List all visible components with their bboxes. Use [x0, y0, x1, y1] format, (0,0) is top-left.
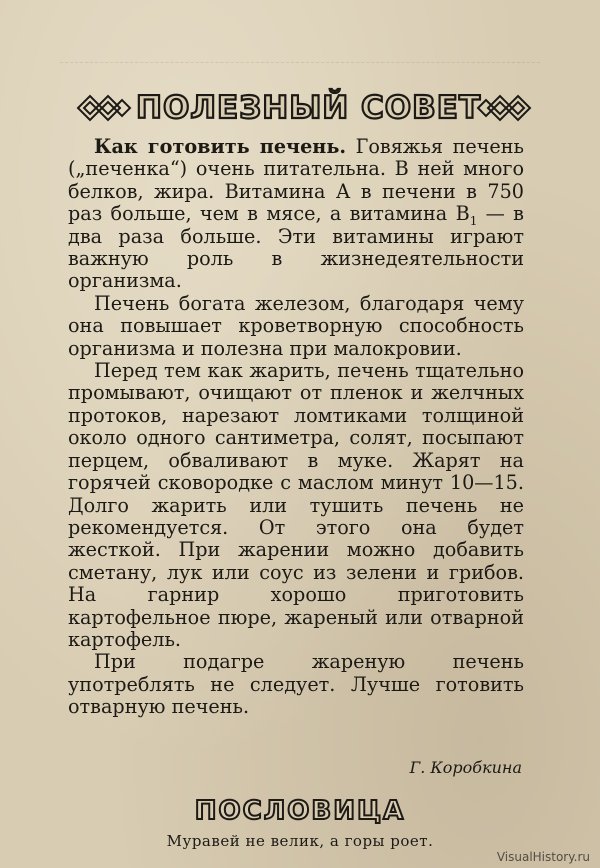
- proverb-text: Муравей не велик, а горы роет.: [166, 832, 434, 850]
- paragraph-iron: Печень богата железом, благодаря чему она повышает кроветворную способность организма и полезна при малокровии.: [68, 291, 524, 360]
- author-signature: Г. Коробкина: [409, 758, 522, 777]
- paragraph-cooking: Перед тем как жарить, печень тщательно промывают, очищают от пленок и желчных протоков, нарезают ломтиками толщиной около одного сантиметра, солят, посыпают перцем, обваливают в муке. Жарят на горячей сковородке с маслом минут 10—15. Долго жарить или тушить печень не рекомендуется. От этого она будет жесткой. При жарении можно добавить сметану, лук или соус из зелени и грибов. На гарнир хорошо приготовить картофельное пюре, жареный или отварной картофель.: [68, 359, 524, 651]
- section-header: [74, 86, 534, 132]
- header-title: ПОЛЕЗНЫЙ СОВЕТ: [136, 90, 482, 126]
- article-lead: Как готовить печень.: [94, 135, 347, 158]
- paragraph-text: Говяжья печень („печенка“) очень питательна. В ней много белков, жира. Витамина А в печени в 750 раз больше, чем в мясе, а витамина B: [68, 135, 524, 226]
- paragraph-intro: [68, 136, 524, 293]
- watermark: VisualHistory.ru: [496, 850, 590, 864]
- article-body: [68, 136, 524, 719]
- bleed-through-line: [60, 40, 540, 63]
- paragraph-text: — в два раза больше. Эти витамины играют важную роль в жизнедеятельности организма.: [68, 202, 524, 293]
- diamond-ornament-icon: [74, 90, 132, 126]
- subscript: 1: [469, 214, 478, 229]
- paragraph-warning: При подагре жареную печень употреблять не следует. Лучше готовить отварную печень.: [68, 650, 524, 719]
- proverb-title: ПОСЛОВИЦА: [194, 796, 406, 826]
- diamond-ornament-icon: [476, 90, 534, 126]
